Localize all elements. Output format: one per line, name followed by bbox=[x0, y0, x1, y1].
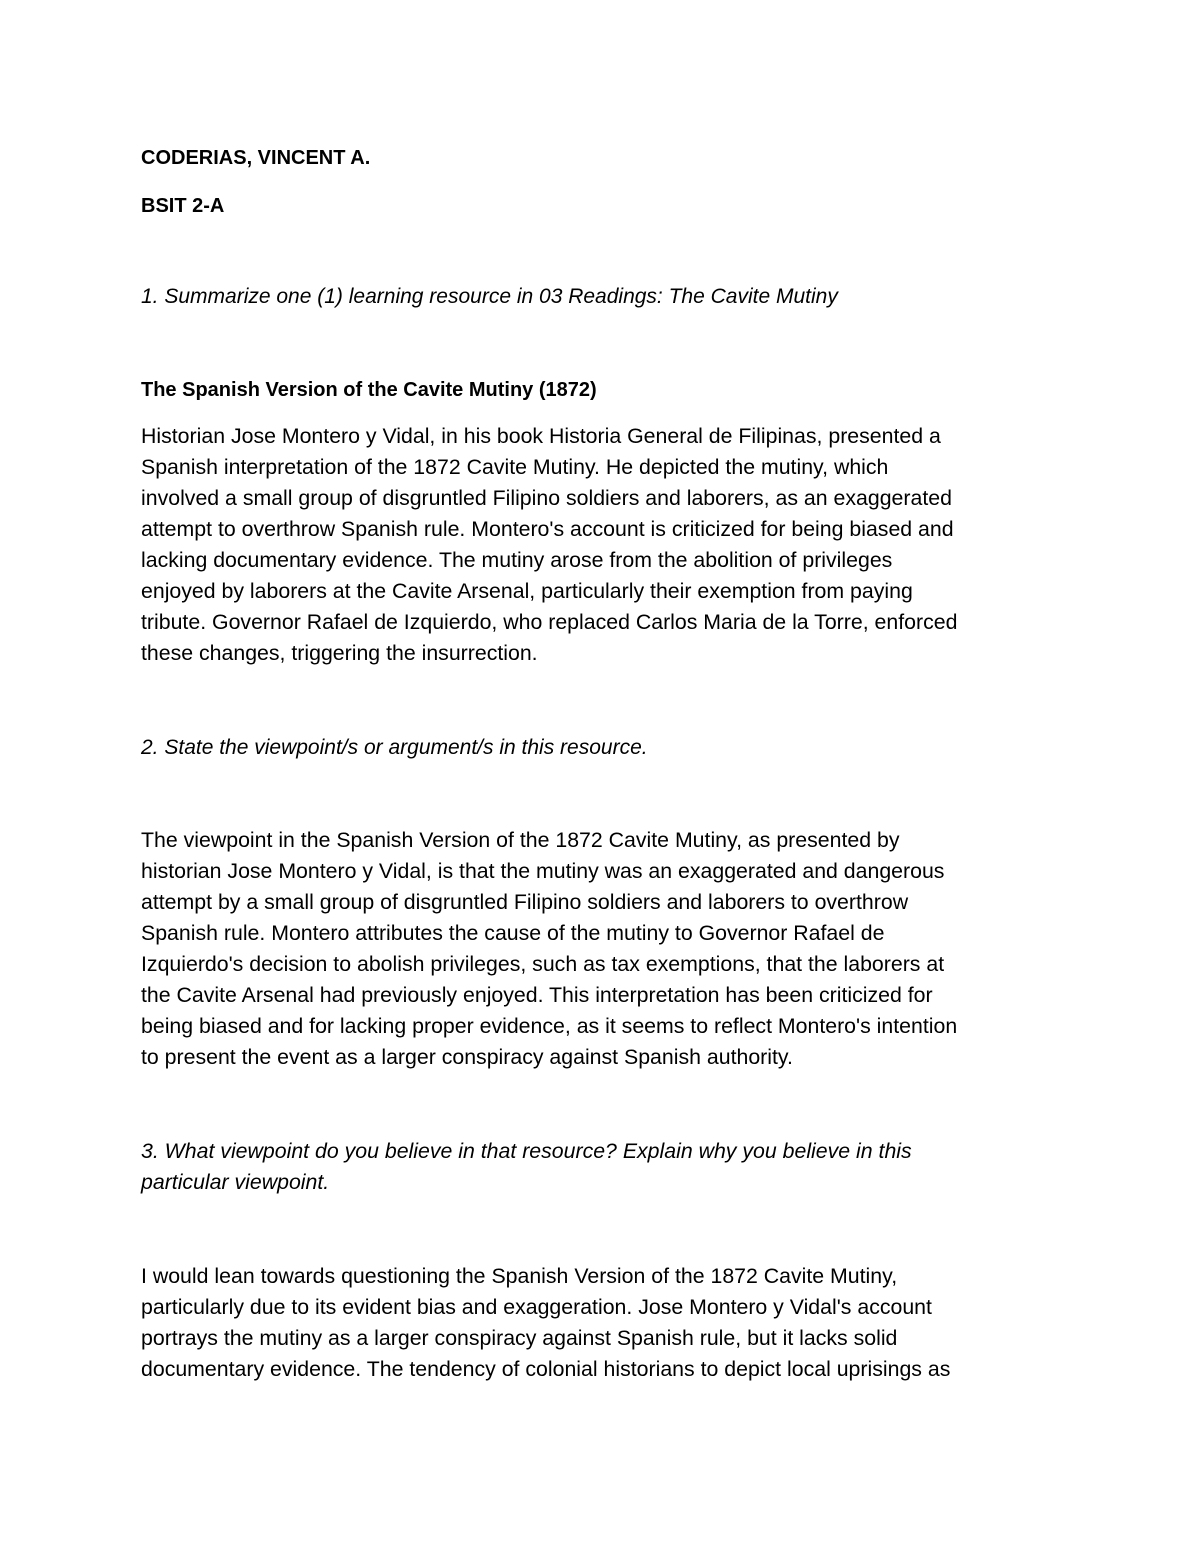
answer-2-line: historian Jose Montero y Vidal, is that the mutiny was an exaggerated and dangerous bbox=[141, 859, 945, 883]
section-label: BSIT 2-A bbox=[141, 195, 225, 217]
question-3-line: 3. What viewpoint do you believe in that resource? Explain why you believe in this bbox=[141, 1139, 912, 1163]
answer-3-line: portrays the mutiny as a larger conspiracy against Spanish rule, but it lacks solid bbox=[141, 1326, 898, 1350]
answer-2-line: Spanish rule. Montero attributes the cause of the mutiny to Governor Rafael de bbox=[141, 921, 885, 945]
question-3 bbox=[141, 1136, 1061, 1198]
answer-1-line: Spanish interpretation of the 1872 Cavite Mutiny. He depicted the mutiny, which bbox=[141, 455, 889, 479]
answer-2-line: attempt by a small group of disgruntled Filipino soldiers and laborers to overthrow bbox=[141, 890, 909, 914]
answer-3-line: I would lean towards questioning the Spanish Version of the 1872 Cavite Mutiny, bbox=[141, 1264, 898, 1288]
answer-2-line: to present the event as a larger conspiracy against Spanish authority. bbox=[141, 1045, 793, 1069]
answer-1-line: involved a small group of disgruntled Filipino soldiers and laborers, as an exaggerated bbox=[141, 486, 952, 510]
answer-2-paragraph bbox=[141, 825, 1061, 1073]
answer-2-line: being biased and for lacking proper evidence, as it seems to reflect Montero's intention bbox=[141, 1014, 958, 1038]
answer-3-line: particularly due to its evident bias and exaggeration. Jose Montero y Vidal's account bbox=[141, 1295, 932, 1319]
answer-2-line: The viewpoint in the Spanish Version of the 1872 Cavite Mutiny, as presented by bbox=[141, 828, 900, 852]
answer-2-line: Izquierdo's decision to abolish privileges, such as tax exemptions, that the laborers at bbox=[141, 952, 945, 976]
answer-1-line: lacking documentary evidence. The mutiny arose from the abolition of privileges bbox=[141, 548, 893, 572]
answer-2-line: the Cavite Arsenal had previously enjoyed. This interpretation has been criticized for bbox=[141, 983, 933, 1007]
answer-1-line: these changes, triggering the insurrection. bbox=[141, 641, 538, 665]
answer-1-line: Historian Jose Montero y Vidal, in his book Historia General de Filipinas, presented a bbox=[141, 424, 941, 448]
question-1: 1. Summarize one (1) learning resource in 03 Readings: The Cavite Mutiny bbox=[141, 285, 838, 308]
question-3-line: particular viewpoint. bbox=[141, 1170, 330, 1194]
answer-1-line: enjoyed by laborers at the Cavite Arsenal, particularly their exemption from paying bbox=[141, 579, 913, 603]
answer-1-line: attempt to overthrow Spanish rule. Montero's account is criticized for being biased and bbox=[141, 517, 954, 541]
answer-1-paragraph bbox=[141, 421, 1061, 669]
resource-title: The Spanish Version of the Cavite Mutiny (1872) bbox=[141, 379, 597, 401]
answer-3-line: documentary evidence. The tendency of colonial historians to depict local uprisings as bbox=[141, 1357, 951, 1381]
question-2: 2. State the viewpoint/s or argument/s in this resource. bbox=[141, 736, 648, 759]
answer-1-line: tribute. Governor Rafael de Izquierdo, who replaced Carlos Maria de la Torre, enforced bbox=[141, 610, 958, 634]
student-name: CODERIAS, VINCENT A. bbox=[141, 147, 371, 169]
answer-3-paragraph bbox=[141, 1261, 1061, 1385]
